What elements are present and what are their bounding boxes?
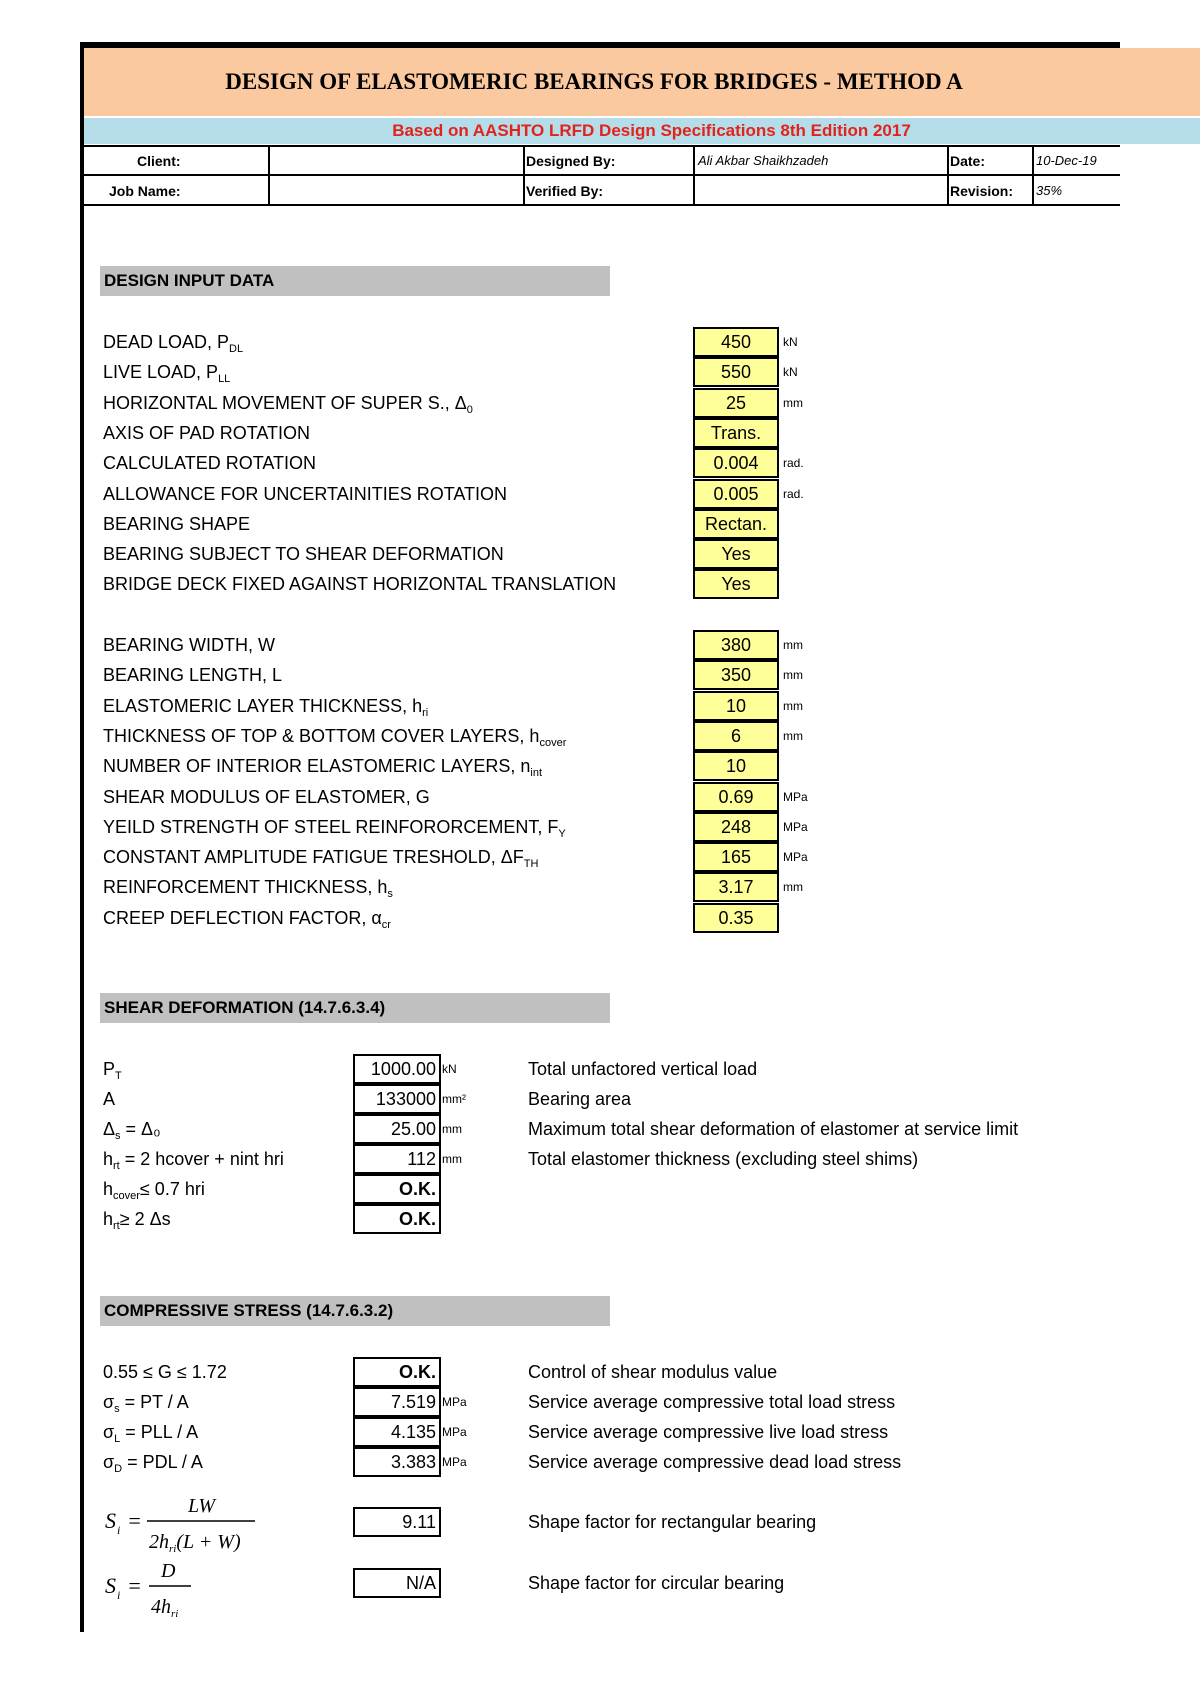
- compressive-row-description: Service average compressive dead load stress: [528, 1452, 902, 1472]
- input-unit: mm: [783, 698, 803, 713]
- shear-row-unit: mm: [442, 1122, 462, 1136]
- compressive-row-value: 3.383: [353, 1447, 441, 1477]
- date-field[interactable]: 10-Dec-19: [1036, 153, 1097, 168]
- info-grid-divider: [1032, 145, 1034, 206]
- shear-deformation-heading: SHEAR DEFORMATION (14.7.6.3.4): [100, 993, 610, 1023]
- svg-text:S: S: [105, 1508, 116, 1533]
- compressive-row-label-text: σ: [103, 1452, 115, 1472]
- svg-text:i: i: [117, 1523, 121, 1537]
- designed-by-field[interactable]: Ali Akbar Shaikhzadeh: [698, 153, 829, 168]
- input-unit: rad.: [783, 456, 804, 471]
- input-value-cell[interactable]: 165: [693, 842, 779, 872]
- input-value-cell[interactable]: Yes: [693, 569, 779, 599]
- input-row-label-subscript: s: [387, 888, 393, 901]
- input-value-cell[interactable]: 550: [693, 357, 779, 387]
- circular-shape-factor-formula: [103, 1555, 223, 1625]
- compressive-row-label-subscript: L: [114, 1433, 121, 1445]
- input-row-label: [103, 448, 316, 478]
- input-row-label: [103, 357, 230, 387]
- input-row-label-subscript: TH: [523, 858, 539, 871]
- shear-row-label: [103, 1084, 115, 1114]
- input-row-label: [103, 660, 282, 690]
- input-row-label-text: SHEAR MODULUS OF ELASTOMER, G: [103, 786, 430, 807]
- input-row-label: [103, 751, 542, 781]
- rectangular-shape-factor-desc: Shape factor for rectangular bearing: [528, 1512, 817, 1532]
- input-value-cell[interactable]: Yes: [693, 539, 779, 569]
- compressive-row-label-text: 0.55 ≤ G ≤ 1.72: [103, 1362, 227, 1382]
- shear-row-label-text: P: [103, 1059, 116, 1079]
- shear-row-label: [103, 1114, 161, 1144]
- input-row-label-subscript: cr: [381, 918, 391, 931]
- date-label: Date:: [950, 153, 986, 169]
- input-value-cell[interactable]: Rectan.: [693, 509, 779, 539]
- compressive-row-unit: MPa: [442, 1455, 467, 1469]
- input-unit: rad.: [783, 486, 804, 501]
- info-grid-divider: [947, 145, 949, 206]
- compressive-row-value: 7.519: [353, 1387, 441, 1417]
- client-label: Client:: [137, 153, 181, 169]
- job-name-label: Job Name:: [109, 183, 181, 199]
- shear-row-value: O.K.: [353, 1204, 441, 1234]
- input-value-cell[interactable]: 350: [693, 660, 779, 690]
- shear-row-value: 1000.00: [353, 1054, 441, 1084]
- input-row-label: [103, 903, 391, 933]
- shear-row-label: [103, 1144, 284, 1174]
- input-value-cell[interactable]: 0.35: [693, 903, 779, 933]
- shear-row-label-subscript: T: [115, 1070, 122, 1082]
- input-row-label-text: AXIS OF PAD ROTATION: [103, 422, 311, 443]
- input-row-label: [103, 569, 616, 599]
- page-subtitle: Based on AASHTO LRFD Design Specifications 8th Edition 2017: [392, 121, 911, 140]
- input-unit: MPa: [783, 850, 808, 865]
- input-row-label-text: CONSTANT AMPLITUDE FATIGUE TRESHOLD, ΔF: [103, 847, 524, 868]
- input-unit: mm: [783, 880, 803, 895]
- input-value-cell[interactable]: 10: [693, 751, 779, 781]
- shear-row-unit: mm²: [442, 1092, 466, 1106]
- input-value-cell[interactable]: 3.17: [693, 872, 779, 902]
- shear-row-label-text: Δ: [103, 1119, 116, 1139]
- input-unit: MPa: [783, 789, 808, 804]
- input-unit: kN: [783, 335, 798, 349]
- input-value-cell[interactable]: 0.005: [693, 479, 779, 509]
- input-row-label-text: NUMBER OF INTERIOR ELASTOMERIC LAYERS, n: [103, 756, 531, 777]
- input-row-label: [103, 630, 275, 660]
- input-row-label-text: CREEP DEFLECTION FACTOR, α: [103, 907, 382, 928]
- input-row-label-subscript: LL: [218, 373, 231, 386]
- input-row-label-text: BEARING SUBJECT TO SHEAR DEFORMATION: [103, 544, 504, 565]
- circular-formula-graphic: [103, 1555, 223, 1625]
- input-row-label: [103, 812, 566, 842]
- circular-shape-factor-value: N/A: [353, 1568, 441, 1598]
- input-row-label-text: ALLOWANCE FOR UNCERTAINITIES ROTATION: [103, 483, 508, 504]
- input-row-label: [103, 872, 393, 902]
- input-row-label-subscript: Y: [558, 827, 566, 840]
- compressive-row-label-text: σ: [103, 1422, 115, 1442]
- input-value-cell[interactable]: 0.69: [693, 782, 779, 812]
- frame-left-border: [80, 42, 84, 1632]
- input-row-label: [103, 509, 250, 539]
- revision-label: Revision:: [950, 183, 1014, 199]
- svg-text:=: =: [127, 1573, 142, 1598]
- shear-row-value: 112: [353, 1144, 441, 1174]
- svg-text:4hri: $4h_{ri}$: [151, 1596, 179, 1620]
- shear-row-description: Maximum total shear deformation of elastomer at service limit: [528, 1119, 1019, 1139]
- shear-row-value: O.K.: [353, 1174, 441, 1204]
- input-row-label-text: BEARING WIDTH, W: [103, 635, 275, 655]
- input-value-cell[interactable]: 10: [693, 691, 779, 721]
- compressive-row-value: O.K.: [353, 1357, 441, 1387]
- input-row-label-text: THICKNESS OF TOP & BOTTOM COVER LAYERS, h: [103, 725, 540, 746]
- shear-row-label-text: h: [103, 1179, 114, 1199]
- compressive-row-label: [103, 1387, 189, 1417]
- input-row-label: [103, 691, 428, 721]
- input-unit: mm: [783, 638, 803, 652]
- input-row-label: [103, 388, 473, 418]
- rectangular-shape-factor-formula: [103, 1490, 273, 1560]
- input-row-label-text: BEARING LENGTH, L: [103, 665, 283, 686]
- input-row-label-subscript: ri: [422, 706, 429, 719]
- shear-row-value: 133000: [353, 1084, 441, 1114]
- input-row-label: [103, 539, 504, 569]
- shear-row-label-text: h: [103, 1149, 114, 1169]
- shear-row-label-suffix: ≥ 2 Δs: [119, 1209, 171, 1229]
- shear-row-label-suffix: = 2 hcover + nint hri: [119, 1149, 284, 1169]
- shear-row-label-subscript: s: [115, 1130, 121, 1142]
- compressive-stress-heading: COMPRESSIVE STRESS (14.7.6.3.2): [100, 1296, 610, 1326]
- shear-row-unit: mm: [442, 1152, 462, 1166]
- input-value-cell[interactable]: 6: [693, 721, 779, 751]
- input-row-label-text: REINFORCEMENT THICKNESS, h: [103, 877, 388, 898]
- shear-row-description: Bearing area: [528, 1089, 632, 1109]
- shear-row-description: Total elastomer thickness (excluding steel shims): [528, 1149, 919, 1169]
- svg-text:=: =: [127, 1508, 142, 1533]
- compressive-row-label: [103, 1447, 203, 1477]
- input-unit: mm: [783, 728, 803, 743]
- compressive-row-label-suffix: = PT / A: [119, 1392, 189, 1412]
- revision-field[interactable]: 35%: [1036, 183, 1063, 198]
- input-value-cell[interactable]: 248: [693, 812, 779, 842]
- svg-text:i: i: [117, 1588, 121, 1602]
- compressive-row-label-subscript: s: [114, 1403, 120, 1415]
- input-row-label-text: HORIZONTAL MOVEMENT OF SUPER S., Δ: [103, 392, 467, 413]
- input-unit: mm: [783, 668, 803, 683]
- input-row-label-text: YEILD STRENGTH OF STEEL REINFORORCEMENT, F: [103, 816, 559, 837]
- compressive-row-description: Service average compressive live load stress: [528, 1422, 889, 1442]
- input-row-label: [103, 479, 507, 509]
- input-row-label-subscript: int: [530, 767, 543, 780]
- input-row-label-text: ELASTOMERIC LAYER THICKNESS, h: [103, 695, 423, 716]
- input-row-label-text: DEAD LOAD, P: [103, 332, 230, 352]
- input-row-label-text: LIVE LOAD, P: [103, 362, 219, 383]
- input-row-label: [103, 418, 310, 448]
- input-row-label: [103, 842, 538, 872]
- input-row-label-subscript: 0: [466, 403, 473, 416]
- info-grid-divider: [268, 145, 270, 206]
- rectangular-formula-graphic: [103, 1490, 273, 1560]
- input-value-cell[interactable]: 0.004: [693, 448, 779, 478]
- shear-row-label: [103, 1174, 205, 1204]
- compressive-row-description: Service average compressive total load stress: [528, 1392, 896, 1412]
- input-unit: kN: [783, 365, 798, 380]
- input-unit: mm: [783, 395, 803, 410]
- input-row-label: [103, 721, 566, 751]
- input-value-cell[interactable]: 380: [693, 630, 779, 660]
- input-unit: MPa: [783, 819, 808, 834]
- input-value-cell[interactable]: 25: [693, 388, 779, 418]
- compressive-row-unit: MPa: [442, 1395, 467, 1409]
- info-grid-divider: [523, 145, 525, 206]
- input-value-cell[interactable]: Trans.: [693, 418, 779, 448]
- svg-text:2hri(L + W): $2h_{ri}(L + W)$: [149, 1531, 241, 1555]
- design-input-heading: DESIGN INPUT DATA: [100, 266, 610, 296]
- input-row-label-subscript: cover: [539, 736, 567, 749]
- rectangular-shape-factor-value: 9.11: [353, 1507, 441, 1537]
- svg-text:S: S: [105, 1573, 116, 1598]
- shear-row-label-suffix: ≤ 0.7 hri: [139, 1179, 205, 1199]
- compressive-row-label-text: σ: [103, 1392, 115, 1412]
- input-row-label-subscript: DL: [229, 343, 244, 355]
- designed-by-label: Designed By:: [526, 153, 616, 169]
- input-row-label: [103, 782, 430, 812]
- compressive-row-label-suffix: = PDL / A: [122, 1452, 203, 1472]
- input-row-label: [103, 327, 243, 357]
- shear-row-label: [103, 1054, 122, 1084]
- svg-text:LW: LW: [188, 1495, 216, 1517]
- circular-shape-factor-desc: Shape factor for circular bearing: [528, 1573, 785, 1593]
- shear-row-label-text: h: [103, 1209, 114, 1229]
- compressive-row-description: Control of shear modulus value: [528, 1362, 778, 1382]
- shear-row-description: Total unfactored vertical load: [528, 1059, 758, 1079]
- page-title: DESIGN OF ELASTOMERIC BEARINGS FOR BRIDGES - METHOD A: [225, 69, 963, 94]
- shear-row-label-text: A: [103, 1089, 116, 1109]
- compressive-row-label: [103, 1357, 227, 1387]
- compressive-row-label: [103, 1417, 198, 1447]
- compressive-row-unit: MPa: [442, 1425, 467, 1439]
- compressive-row-label-suffix: = PLL / A: [120, 1422, 199, 1442]
- shear-row-value: 25.00: [353, 1114, 441, 1144]
- shear-row-label-suffix: = Δ₀: [120, 1119, 161, 1139]
- shear-row-label-subscript: rt: [113, 1160, 120, 1172]
- input-value-cell[interactable]: 450: [693, 327, 779, 357]
- input-row-label-text: BRIDGE DECK FIXED AGAINST HORIZONTAL TRANSLATION: [103, 574, 617, 595]
- input-row-label-text: BEARING SHAPE: [103, 513, 251, 534]
- verified-by-label: Verified By:: [526, 183, 604, 199]
- input-row-label-text: CALCULATED ROTATION: [103, 453, 317, 474]
- info-grid-divider: [693, 145, 695, 206]
- shear-row-label-subscript: rt: [113, 1220, 120, 1232]
- compressive-row-label-subscript: D: [114, 1463, 123, 1475]
- svg-text:D: D: [161, 1560, 176, 1582]
- shear-row-label: [103, 1204, 171, 1234]
- shear-row-unit: kN: [442, 1062, 457, 1076]
- shear-row-label-subscript: cover: [113, 1190, 140, 1202]
- compressive-row-value: 4.135: [353, 1417, 441, 1447]
